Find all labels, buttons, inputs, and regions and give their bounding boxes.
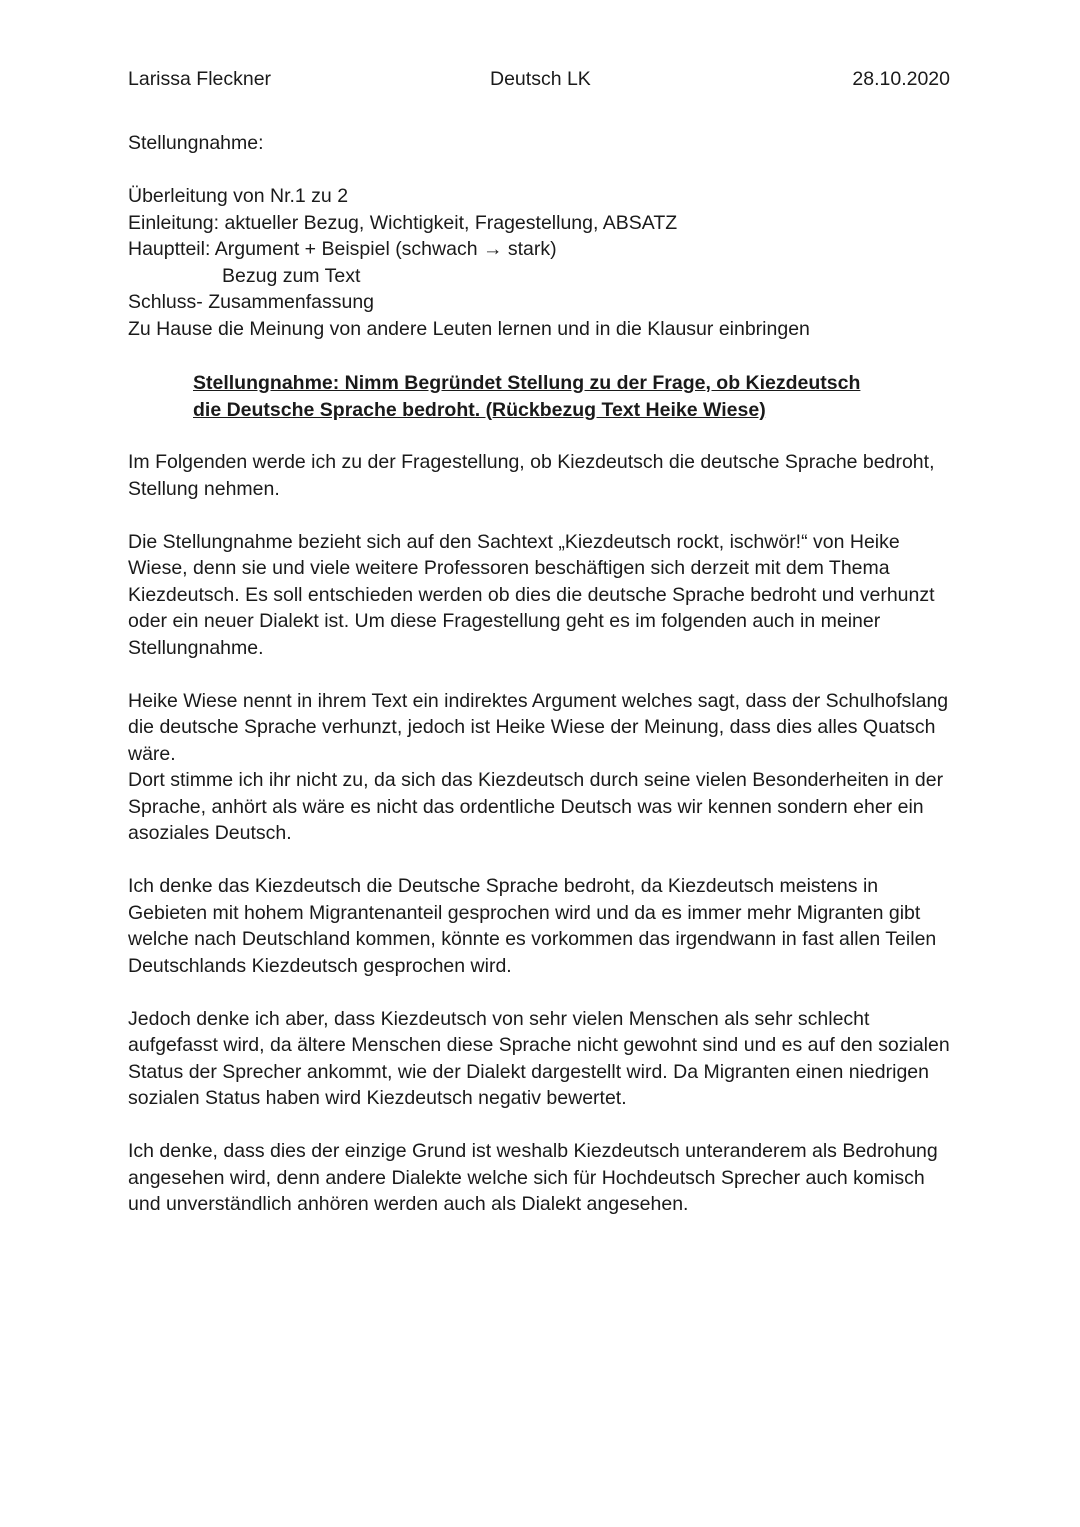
date: 28.10.2020 bbox=[852, 68, 950, 90]
task-heading: Stellungnahme: Nimm Begründet Stellung zu der Frage, ob Kiezdeutsch die Deutsche Sprache bedroht. (Rückbezug Text Heike Wiese) bbox=[193, 372, 861, 421]
paragraph: Jedoch denke ich aber, dass Kiezdeutsch von sehr vielen Menschen als sehr schlecht aufgefasst wird, da ältere Menschen diese Sprache nicht gewohnt sind und es auf den sozialen Status der Sprecher ankommt, wie der Dialekt dargestellt wird. Da Migranten einen niedrigen sozialen Status haben wird Kiezdeutsch negativ bewertet. bbox=[128, 1007, 950, 1109]
paragraph: Dort stimme ich ihr nicht zu, da sich das Kiezdeutsch durch seine vielen Besonderheiten in der Sprache, anhört als wäre es nicht das ordentliche Deutsch was wir kennen sondern eher ein asoziales Deutsch. bbox=[128, 769, 944, 844]
note-line: Einleitung: aktueller Bezug, Wichtigkeit, Fragestellung, ABSATZ bbox=[128, 211, 678, 234]
paragraph: Ich denke das Kiezdeutsch die Deutsche Sprache bedroht, da Kiezdeutsch meistens in Gebieten mit hohem Migrantenanteil gesprochen wird und da es immer mehr Migranten gibt welche nach Deutschland kommen, könnte es vorkommen das irgendwann in fast allen Teilen Deutschlands Kiezdeutsch gesprochen wird. bbox=[128, 875, 937, 977]
note-line: Überleitung von Nr.1 zu 2 bbox=[128, 185, 349, 207]
essay-body bbox=[128, 449, 950, 1244]
subject: Deutsch LK bbox=[490, 68, 591, 90]
paragraph: Heike Wiese nennt in ihrem Text ein indirektes Argument welches sagt, dass der Schulhofslang die deutsche Sprache verhunzt, jedoch ist Heike Wiese der Meinung, dass dies alles Quatsch wäre. bbox=[128, 689, 949, 765]
note-line-indented: Bezug zum Text bbox=[222, 264, 361, 287]
notes-list bbox=[128, 183, 950, 342]
paragraph: Ich denke, dass dies der einzige Grund ist weshalb Kiezdeutsch unteranderem als Bedrohung angesehen wird, denn andere Dialekte welche sich für Hochdeutsch Sprecher auch komisch und unverständlich anhören werden auch als Dialekt angesehen. bbox=[128, 1140, 938, 1215]
note-line: Schluss- Zusammenfassung bbox=[128, 291, 375, 313]
author-name: Larissa Fleckner bbox=[128, 68, 272, 90]
note-line: Hauptteil: Argument + Beispiel (schwach → stark) bbox=[128, 238, 557, 260]
section-label: Stellungnahme: bbox=[128, 132, 264, 154]
page-header bbox=[128, 66, 950, 93]
note-line: Zu Hause die Meinung von andere Leuten lernen und in die Klausur einbringen bbox=[128, 317, 810, 340]
paragraph: Die Stellungnahme bezieht sich auf den Sachtext „Kiezdeutsch rockt, ischwör!“ von Heike Wiese, denn sie und viele weitere Professoren beschäftigen sich derzeit mit dem Thema Kiezdeutsch. Es soll entschieden werden ob dies die deutsche Sprache bedroht und verhunzt oder ein neuer Dialekt ist. Um diese Fragestellung geht es im folgenden auch in meiner Stellungnahme. bbox=[128, 530, 935, 659]
paragraph: Im Folgenden werde ich zu der Fragestellung, ob Kiezdeutsch die deutsche Sprache bedroht, Stellung nehmen. bbox=[128, 451, 935, 500]
